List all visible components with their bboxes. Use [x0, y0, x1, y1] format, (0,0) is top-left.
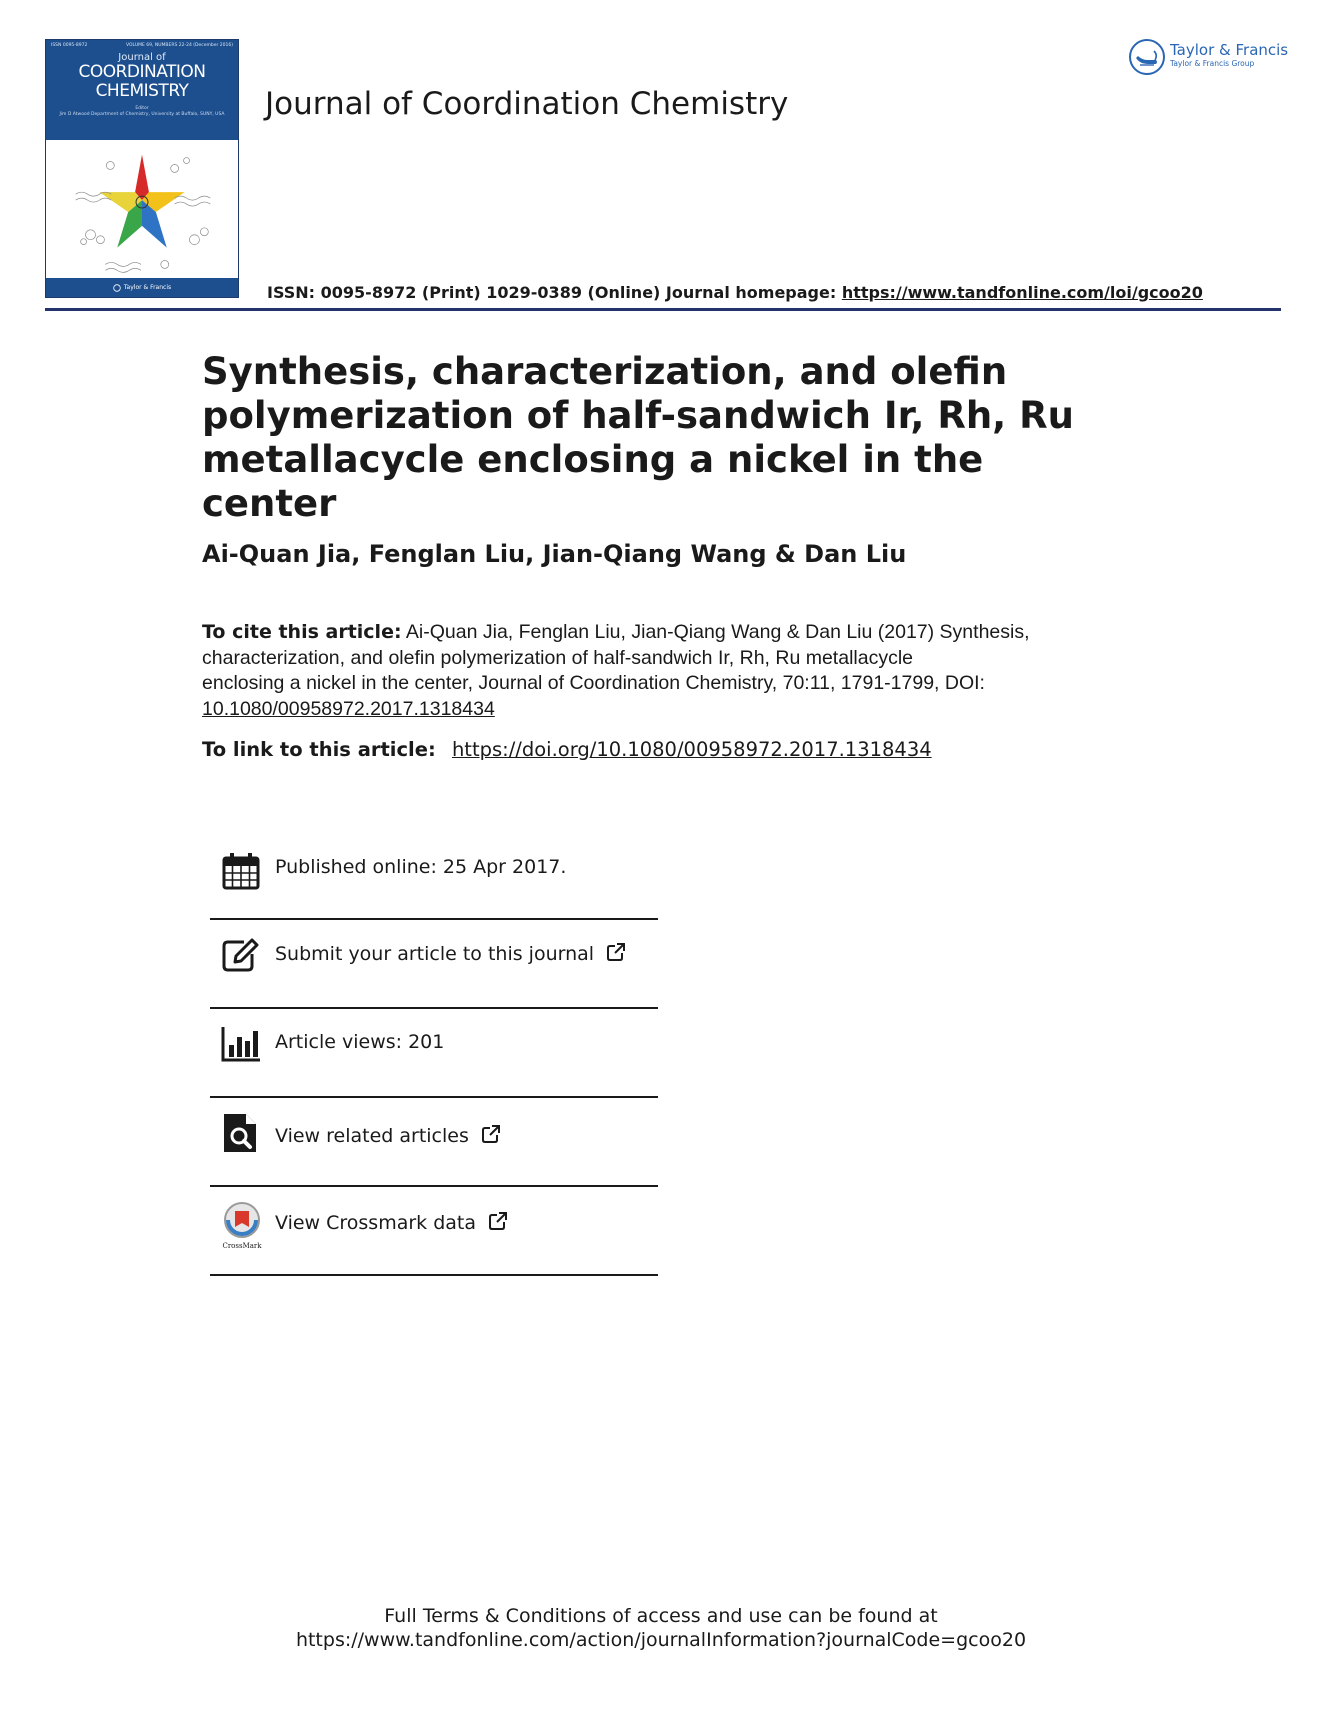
citation-line-2: characterization, and olefin polymerization of half-sandwich Ir, Rh, Ru metallacycle: [202, 646, 914, 669]
list-item-views: [210, 1009, 658, 1098]
terms-footer: [0, 1604, 1322, 1652]
citation-doi-link[interactable]: 10.1080/00958972.2017.1318434: [202, 697, 495, 720]
bar-chart-icon: [220, 1023, 262, 1065]
issn-line: [267, 283, 1203, 302]
cover-publisher: Taylor & Francis: [123, 284, 172, 291]
footer-terms-url[interactable]: https://www.tandfonline.com/action/journalInformation?journalCode=gcoo20: [295, 1629, 1027, 1651]
journal-cover: [45, 39, 239, 298]
publisher-name: Taylor & Francis: [1170, 41, 1289, 59]
article-title-line-3: metallacycle enclosing a nickel in the center: [202, 438, 984, 525]
cover-footer: [46, 278, 238, 297]
article-link-line: [202, 738, 932, 761]
submit-article-label: Submit your article to this journal: [275, 943, 595, 965]
related-articles-label: View related articles: [275, 1125, 469, 1147]
footer-terms-text: Full Terms & Conditions of access and use can be found at: [384, 1605, 938, 1627]
cover-header: [46, 40, 238, 140]
article-doi-link[interactable]: https://doi.org/10.1080/00958972.2017.1318434: [451, 738, 932, 761]
header-divider: [45, 308, 1281, 311]
article-info-list: [210, 830, 658, 1276]
taylor-francis-lamp-icon: [1128, 38, 1166, 76]
crossmark-icon: [220, 1201, 264, 1251]
article-link-label: To link to this article:: [202, 738, 436, 761]
crossmark-label: View Crossmark data: [275, 1212, 477, 1234]
list-item-published: [210, 830, 658, 920]
cover-issn: ISSN 0095-8972: [51, 43, 88, 48]
calendar-icon: [220, 850, 262, 892]
published-date: Published online: 25 Apr 2017.: [275, 856, 567, 878]
article-authors: Ai-Quan Jia, Fenglan Liu, Jian-Qiang Wang & Dan Liu: [202, 540, 907, 568]
cover-publisher-icon: [113, 284, 121, 292]
related-articles-link[interactable]: [210, 1098, 658, 1187]
crossmark-logo-text: CrossMark: [222, 1242, 262, 1250]
citation-label: To cite this article:: [202, 621, 402, 643]
external-link-icon: [488, 1211, 508, 1231]
publisher-logo: [1128, 38, 1288, 78]
article-title: [202, 350, 1102, 526]
cover-editor-name: Jim D Atwood Department of Chemistry, University at Buffalo, SUNY, USA: [59, 112, 225, 117]
cover-journal-of: Journal of: [118, 52, 166, 63]
cover-star-artwork: [46, 140, 238, 280]
article-title-line-2: polymerization of half-sandwich Ir, Rh, Ru: [202, 394, 1074, 437]
document-search-icon: [220, 1112, 262, 1154]
journal-homepage-link[interactable]: https://www.tandfonline.com/loi/gcoo20: [841, 283, 1203, 302]
submit-article-link[interactable]: [210, 920, 658, 1009]
article-views: Article views: 201: [275, 1031, 445, 1053]
article-title-line-1: Synthesis, characterization, and olefin: [202, 350, 1008, 393]
journal-title: Journal of Coordination Chemistry: [265, 86, 789, 122]
cover-volume: VOLUME 69, NUMBERS 22-24 (December 2016): [126, 43, 233, 48]
cover-journal-name-2: CHEMISTRY: [95, 81, 189, 101]
issn-text: ISSN: 0095-8972 (Print) 1029-0389 (Online) Journal homepage:: [267, 283, 842, 302]
cover-editor-label: Editor: [135, 106, 149, 111]
cover-journal-name-1: COORDINATION: [78, 62, 206, 82]
citation-line-3: enclosing a nickel in the center, Journal of Coordination Chemistry, 70:11, 1791-1799, DOI:: [202, 672, 985, 694]
citation-line-1: Ai-Quan Jia, Fenglan Liu, Jian-Qiang Wang & Dan Liu (2017) Synthesis,: [401, 621, 1030, 643]
external-link-icon: [481, 1124, 501, 1144]
publisher-group: Taylor & Francis Group: [1170, 59, 1255, 68]
edit-icon: [220, 934, 262, 976]
external-link-icon: [606, 942, 626, 962]
citation-block: [202, 620, 1102, 722]
crossmark-link[interactable]: [210, 1187, 658, 1276]
